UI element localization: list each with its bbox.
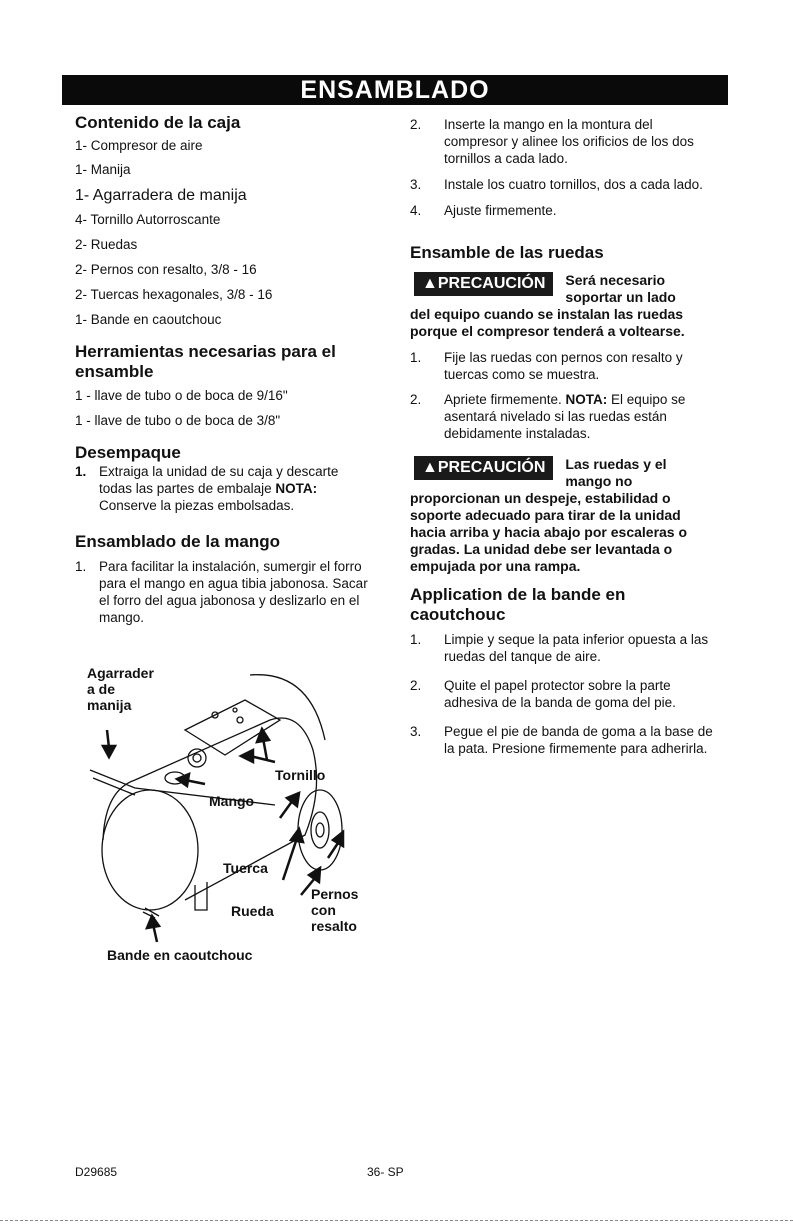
warning-badge: ▲PRECAUCIÓN — [414, 456, 553, 480]
compressor-diagram — [75, 660, 375, 970]
label-mango: Mango — [209, 793, 255, 809]
tools-item: 1 - llave de tubo o de boca de 9/16" — [75, 388, 288, 403]
document-code: D29685 — [75, 1165, 118, 1179]
rubber-step-2 — [410, 677, 720, 711]
warning-text-body: del equipo cuando se instalan las ruedas porque el compresor tenderá a voltearse. — [410, 306, 685, 339]
step-number: 1. — [75, 464, 87, 479]
label-rueda: Rueda — [231, 903, 274, 919]
step-text — [99, 463, 375, 514]
warning-1 — [410, 272, 720, 340]
warning-2 — [410, 456, 720, 575]
warning-line: mango no — [565, 473, 633, 489]
step-text: Limpie y seque la pata inferior opuesta a las ruedas del tanque de aire. — [444, 632, 709, 664]
contents-item: 1- Manija — [75, 162, 131, 177]
step-text-part: Conserve la piezas embolsadas. — [99, 498, 295, 513]
contents-item: 2- Pernos con resalto, 3/8 - 16 — [75, 262, 257, 277]
step-number: 2. — [410, 678, 422, 693]
note-label: NOTA: — [565, 392, 608, 407]
handle-step-1 — [75, 558, 375, 626]
left-column — [75, 113, 375, 626]
warning-text-body: proporcionan un despeje, estabilidad o soporte adecuado para tirar de la unidad hacia arriba y hacia abajo por escaleras o gradas. La unidad debe ser levantada o empujada por una rampa. — [410, 490, 688, 574]
contents-heading: Contenido de la caja — [75, 113, 241, 132]
step-number: 3. — [410, 177, 422, 192]
rubber-heading: Application de la bande en caoutchouc — [410, 585, 626, 624]
label-line: a de — [87, 681, 116, 697]
step-text: Para facilitar la instalación, sumergir el forro para el mango en agua tibia jabonosa. Sacar el forro del agua jabonosa y deslizarlo en el mango. — [99, 559, 368, 625]
bottom-divider — [0, 1220, 793, 1221]
step-text: Instale los cuatro tornillos, dos a cada lado. — [444, 177, 703, 192]
page-number: 36- SP — [367, 1165, 404, 1179]
warning-text-head — [565, 456, 666, 490]
step-text: Quite el papel protector sobre la parte adhesiva de la banda de goma del pie. — [444, 678, 676, 710]
warning-line: Las ruedas y el — [565, 456, 667, 472]
label-line: con — [311, 902, 336, 918]
handle-step-3 — [410, 176, 720, 193]
step-text: Inserte la mango en la montura del compresor y alinee los orificios de los dos tornillos a cada lado. — [444, 117, 694, 166]
wheels-step-2 — [410, 391, 720, 442]
step-text — [444, 391, 720, 442]
unpack-step-1 — [75, 463, 375, 514]
handle-step-4 — [410, 202, 720, 219]
step-text: Pegue el pie de banda de goma a la base de la pata. Presione firmemente para adherirla. — [444, 724, 713, 756]
warning-badge: ▲PRECAUCIÓN — [414, 272, 553, 296]
right-column — [410, 116, 720, 757]
warning-line: Será necesario — [565, 272, 666, 288]
label-tuerca: Tuerca — [223, 860, 268, 876]
contents-item: 2- Ruedas — [75, 237, 138, 252]
step-number: 2. — [410, 392, 422, 407]
step-number: 3. — [410, 724, 422, 739]
step-number: 2. — [410, 117, 422, 132]
rubber-step-3 — [410, 723, 720, 757]
step-text-part: Extraiga la unidad de su caja y descarte todas las partes de embalaje — [99, 464, 339, 496]
label-line: Pernos — [311, 886, 359, 902]
tools-item: 1 - llave de tubo o de boca de 3/8" — [75, 413, 281, 428]
wheels-step-1 — [410, 349, 720, 383]
contents-item: 1- Agarradera de manija — [75, 187, 247, 204]
label-line: manija — [87, 697, 132, 713]
label-agarradera — [87, 665, 154, 713]
rubber-step-1 — [410, 631, 720, 665]
step-text: Ajuste firmemente. — [444, 203, 557, 218]
label-pernos — [311, 886, 358, 934]
contents-item: 4- Tornillo Autorroscante — [75, 212, 221, 227]
tools-heading: Herramientas necesarias para el ensamble — [75, 342, 336, 381]
contents-item: 2- Tuercas hexagonales, 3/8 - 16 — [75, 287, 273, 302]
contents-item: 1- Bande en caoutchouc — [75, 312, 222, 327]
label-line: Agarrader — [87, 665, 154, 681]
unpack-heading: Desempaque — [75, 443, 181, 462]
label-tornillo: Tornillo — [275, 767, 326, 783]
warning-text-head — [565, 272, 675, 306]
handle-assembly-heading: Ensamblado de la mango — [75, 532, 280, 551]
label-line: resalto — [311, 918, 357, 934]
handle-step-2 — [410, 116, 720, 167]
section-banner: ENSAMBLADO — [62, 75, 728, 105]
wheels-heading: Ensamble de las ruedas — [410, 243, 604, 262]
step-number: 1. — [75, 559, 87, 574]
contents-item: 1- Compresor de aire — [75, 138, 203, 153]
step-text-part: El equipo se asentará nivelado si las ruedas están debidamente instaladas. — [444, 392, 686, 441]
step-number: 1. — [410, 350, 422, 365]
warning-line: soportar un lado — [565, 289, 676, 305]
label-bande: Bande en caoutchouc — [107, 947, 253, 963]
step-number: 1. — [410, 632, 422, 647]
step-text: Fije las ruedas con pernos con resalto y tuercas como se muestra. — [444, 350, 683, 382]
step-text-part: Apriete firmemente. — [444, 392, 566, 407]
step-number: 4. — [410, 203, 422, 218]
note-label: NOTA: — [275, 481, 318, 496]
